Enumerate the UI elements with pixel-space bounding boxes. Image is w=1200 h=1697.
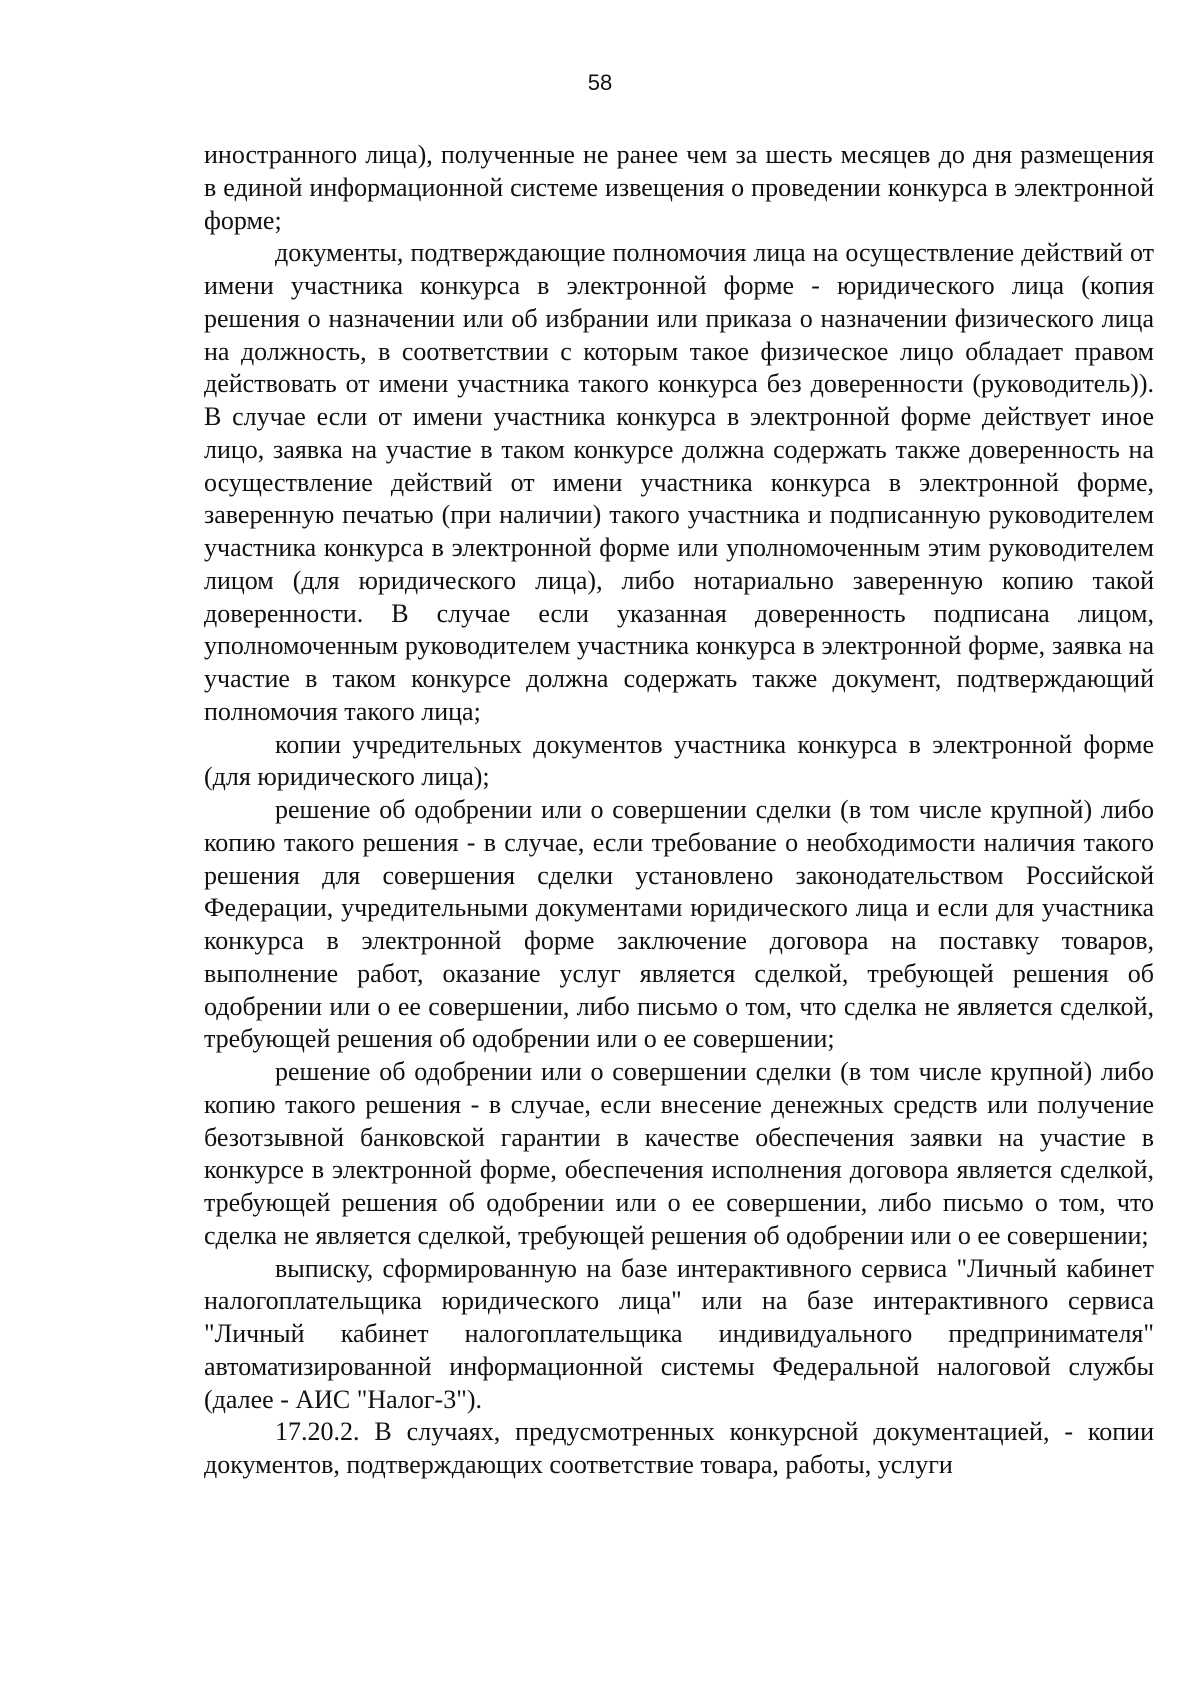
- paragraph-transaction-approval: решение об одобрении или о совершении сделки (в том числе крупной) либо копию такого решения - в случае, если требование о необходимости наличия такого решения для совершения сделки установлено законодательством Российской Федерации, учредительными документами юридического лица и если для участника конкурса в электронной форме заключение договора на поставку товаров, выполнение работ, оказание услуг является сделкой, требующей решения об одобрении или о ее совершении, либо письмо о том, что сделка не является сделкой, требующей решения об одобрении или о ее совершении;: [204, 795, 1154, 1054]
- paragraph-authority-documents: документы, подтверждающие полномочия лица на осуществление действий от имени участника конкурса в электронной форме - юридического лица (копия решения о назначении или об избрании или приказа о назначении физического лица на должность, в соответствии с которым такое физическое лицо обладает правом действовать от имени участника такого конкурса без доверенности (руководитель)). В случае если от имени участника конкурса в электронной форме действует иное лицо, заявка на участие в таком конкурсе должна содержать также доверенность на осуществление действий от имени участника конкурса в электронной форме, заверенную печатью (при наличии) такого участника и подписанную руководителем участника конкурса в электронной форме или уполномоченным этим руководителем лицом (для юридического лица), либо нотариально заверенную копию такой доверенности. В случае если указанная доверенность подписана лицом, уполномоченным руководителем участника конкурса в электронной форме, заявка на участие в таком конкурсе должна содержать также документ, подтверждающий полномочия такого лица;: [204, 238, 1154, 726]
- paragraph-section-17-20-2: 17.20.2. В случаях, предусмотренных конкурсной документацией, - копии документов, подтверждающих соответствие товара, работы, услуги: [204, 1417, 1154, 1479]
- page-number: 58: [587, 70, 613, 95]
- paragraph-tax-extract: выписку, сформированную на базе интерактивного сервиса "Личный кабинет налогоплательщика юридического лица" или на базе интерактивного сервиса "Личный кабинет налогоплательщика индивидуального предпринимателя" автоматизированной информационной системы Федеральной налоговой службы (далее - АИС "Налог-3").: [204, 1253, 1154, 1414]
- paragraph-continuation: иностранного лица), полученные не ранее чем за шесть месяцев до дня размещения в единой информационной системе извещения о проведении конкурса в электронной форме;: [204, 140, 1154, 235]
- document-body: [204, 139, 1154, 1482]
- paragraph-transaction-approval-security: решение об одобрении или о совершении сделки (в том числе крупной) либо копию такого решения - в случае, если внесение денежных средств или получение безотзывной банковской гарантии в качестве обеспечения заявки на участие в конкурсе в электронной форме, обеспечения исполнения договора является сделкой, требующей решения об одобрении или о ее совершении, либо письмо о том, что сделка не является сделкой, требующей решения об одобрении или о ее совершении;: [204, 1057, 1154, 1250]
- paragraph-founding-documents: копии учредительных документов участника конкурса в электронной форме (для юридического лица);: [204, 729, 1154, 792]
